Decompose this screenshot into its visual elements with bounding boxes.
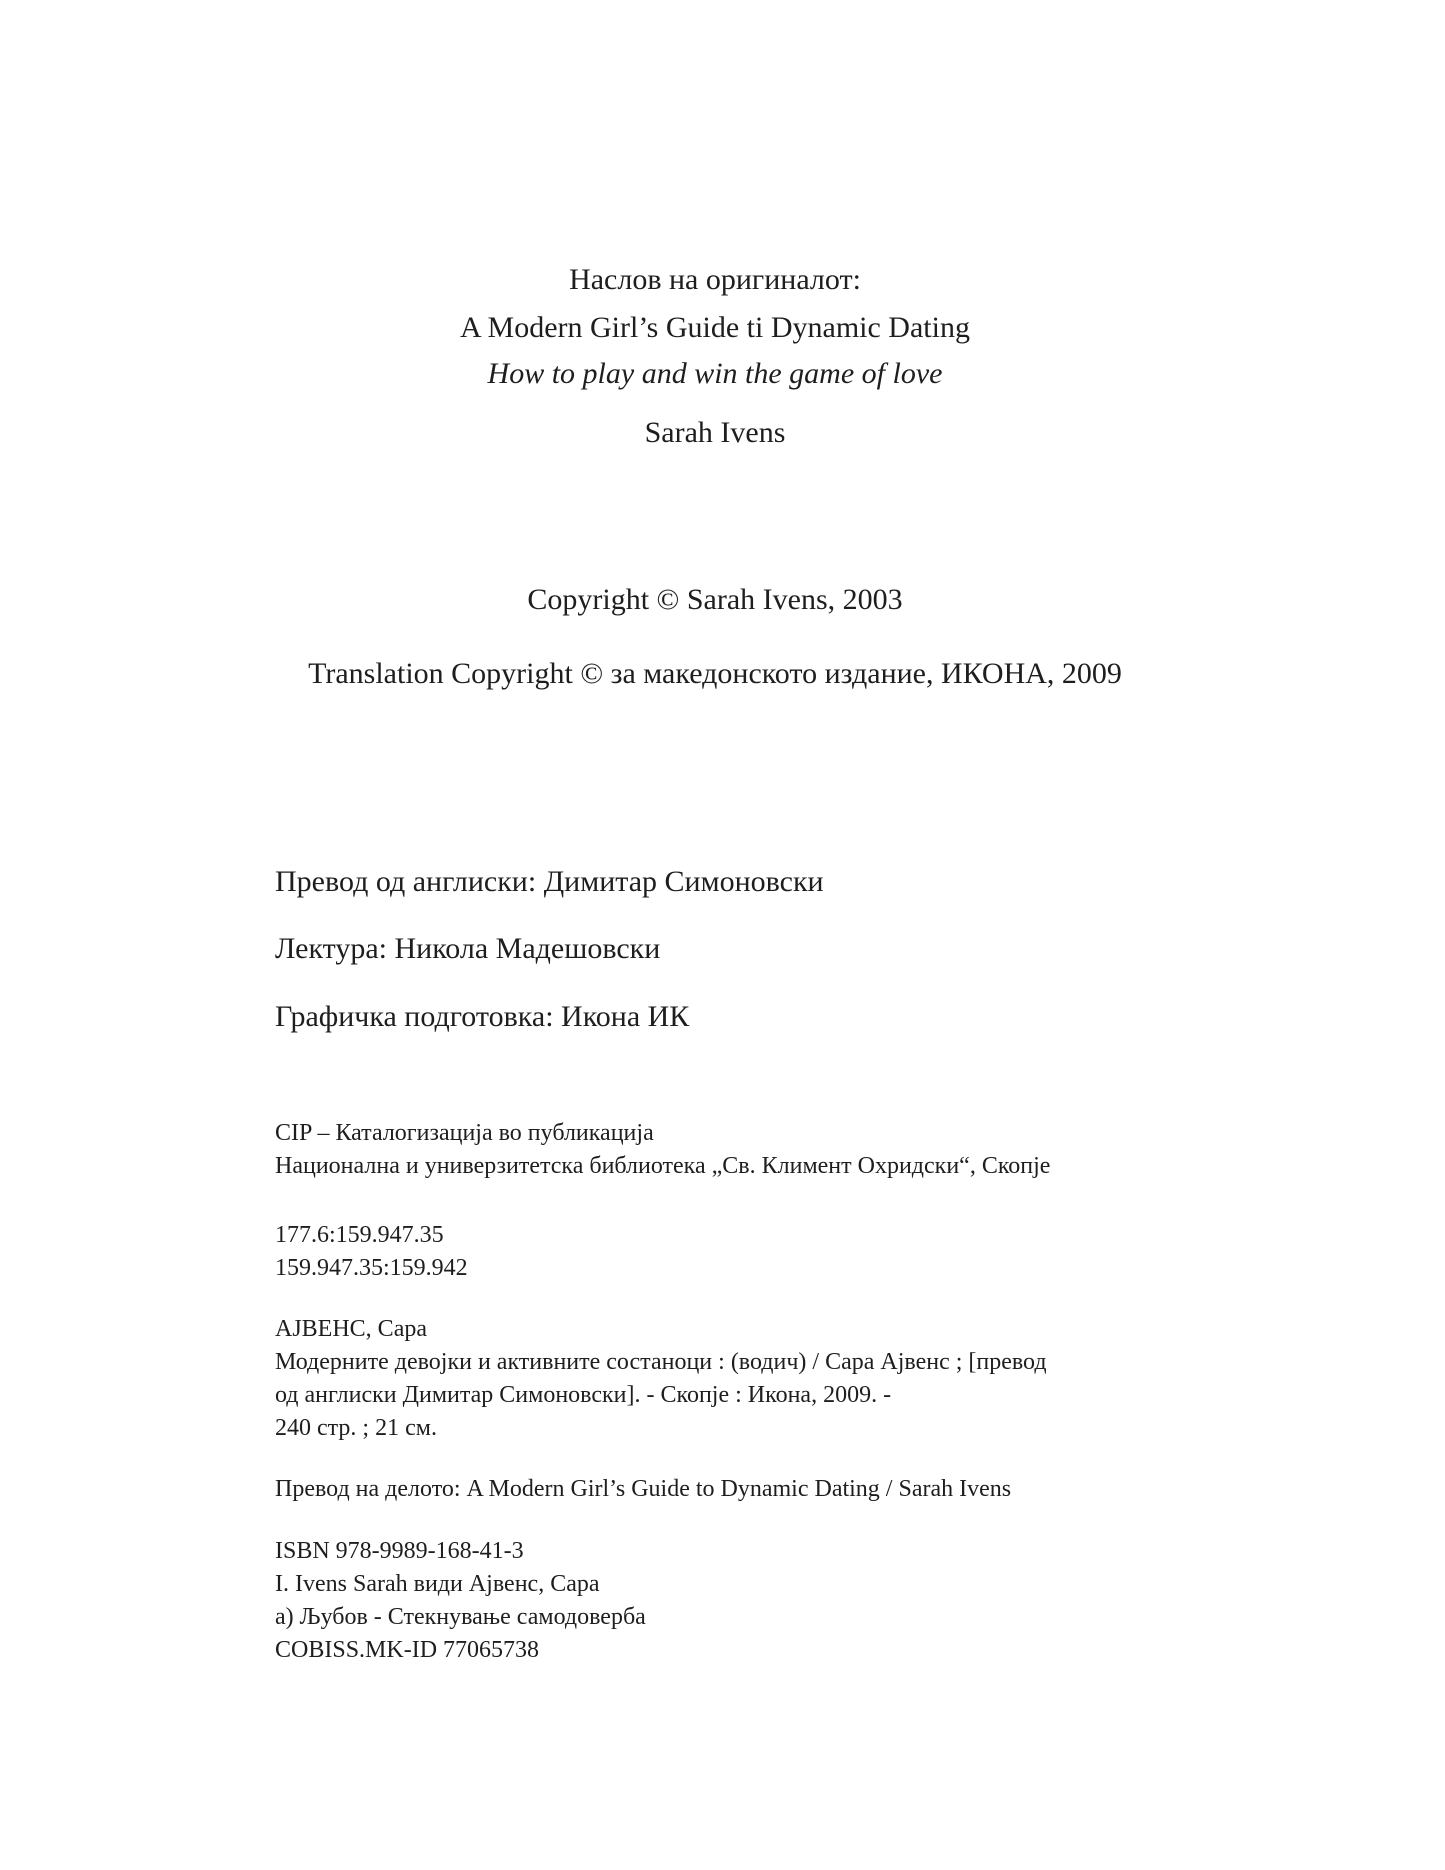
cip-entry-line: Модерните девојки и активните состаноци : (водич) / Сара Ајвенс ; [превод bbox=[275, 1349, 1047, 1375]
cip-udc-line: 159.947.35:159.942 bbox=[275, 1255, 468, 1281]
cip-entry-author: АЈВЕНС, Сара bbox=[275, 1316, 427, 1342]
cip-header bbox=[275, 1117, 1155, 1183]
original-subtitle: How to play and win the game of love bbox=[487, 357, 943, 390]
cip-catalog-entry bbox=[275, 1313, 1155, 1445]
cip-catalog-block bbox=[275, 1117, 1155, 1667]
text-column bbox=[275, 0, 1155, 1667]
cip-isbn: ISBN 978-9989-168-41-3 bbox=[275, 1538, 524, 1564]
copyright-original: Copyright © Sarah Ivens, 2003 bbox=[527, 583, 903, 616]
cip-entry-line: 240 стр. ; 21 см. bbox=[275, 1415, 437, 1441]
original-title: A Modern Girl’s Guide ti Dynamic Dating bbox=[460, 311, 970, 344]
original-title-block bbox=[275, 0, 1155, 448]
cip-translation-note-line: Превод на делото: A Modern Girl’s Guide to Dynamic Dating / Sarah Ivens bbox=[275, 1476, 1012, 1502]
cip-entry-line: од англиски Димитар Симоновски]. - Скопје : Икона, 2009. - bbox=[275, 1382, 892, 1408]
cip-subject-heading: а) Љубов - Стекнување самодоверба bbox=[275, 1604, 646, 1630]
credit-editor: Лектура: Никола Мадешовски bbox=[275, 932, 661, 965]
cip-udc-line: 177.6:159.947.35 bbox=[275, 1222, 444, 1248]
credit-graphics: Графичка подготовка: Икона ИК bbox=[275, 1000, 690, 1033]
cip-translation-note bbox=[275, 1473, 1155, 1506]
credit-translator: Превод од англиски: Димитар Симоновски bbox=[275, 865, 824, 898]
cip-udc-numbers bbox=[275, 1219, 1155, 1285]
cip-see-reference: I. Ivens Sarah види Ајвенс, Сара bbox=[275, 1571, 600, 1597]
original-title-label: Наслов на оригиналот: bbox=[569, 263, 861, 296]
cip-identifiers bbox=[275, 1535, 1155, 1667]
author-name: Sarah Ivens bbox=[644, 416, 786, 449]
copyright-block bbox=[275, 585, 1155, 689]
cip-cobiss-id: COBISS.MK-ID 77065738 bbox=[275, 1637, 540, 1663]
cip-library-line: Национална и универзитетска библиотека „Св. Климент Охридски“, Скопје bbox=[275, 1153, 1051, 1179]
copyright-translation: Translation Copyright © за македонското издание, ИКОНА, 2009 bbox=[308, 657, 1122, 690]
cip-header-line: CIP – Каталогизација во публикација bbox=[275, 1120, 654, 1146]
credits-block bbox=[275, 867, 1155, 1032]
